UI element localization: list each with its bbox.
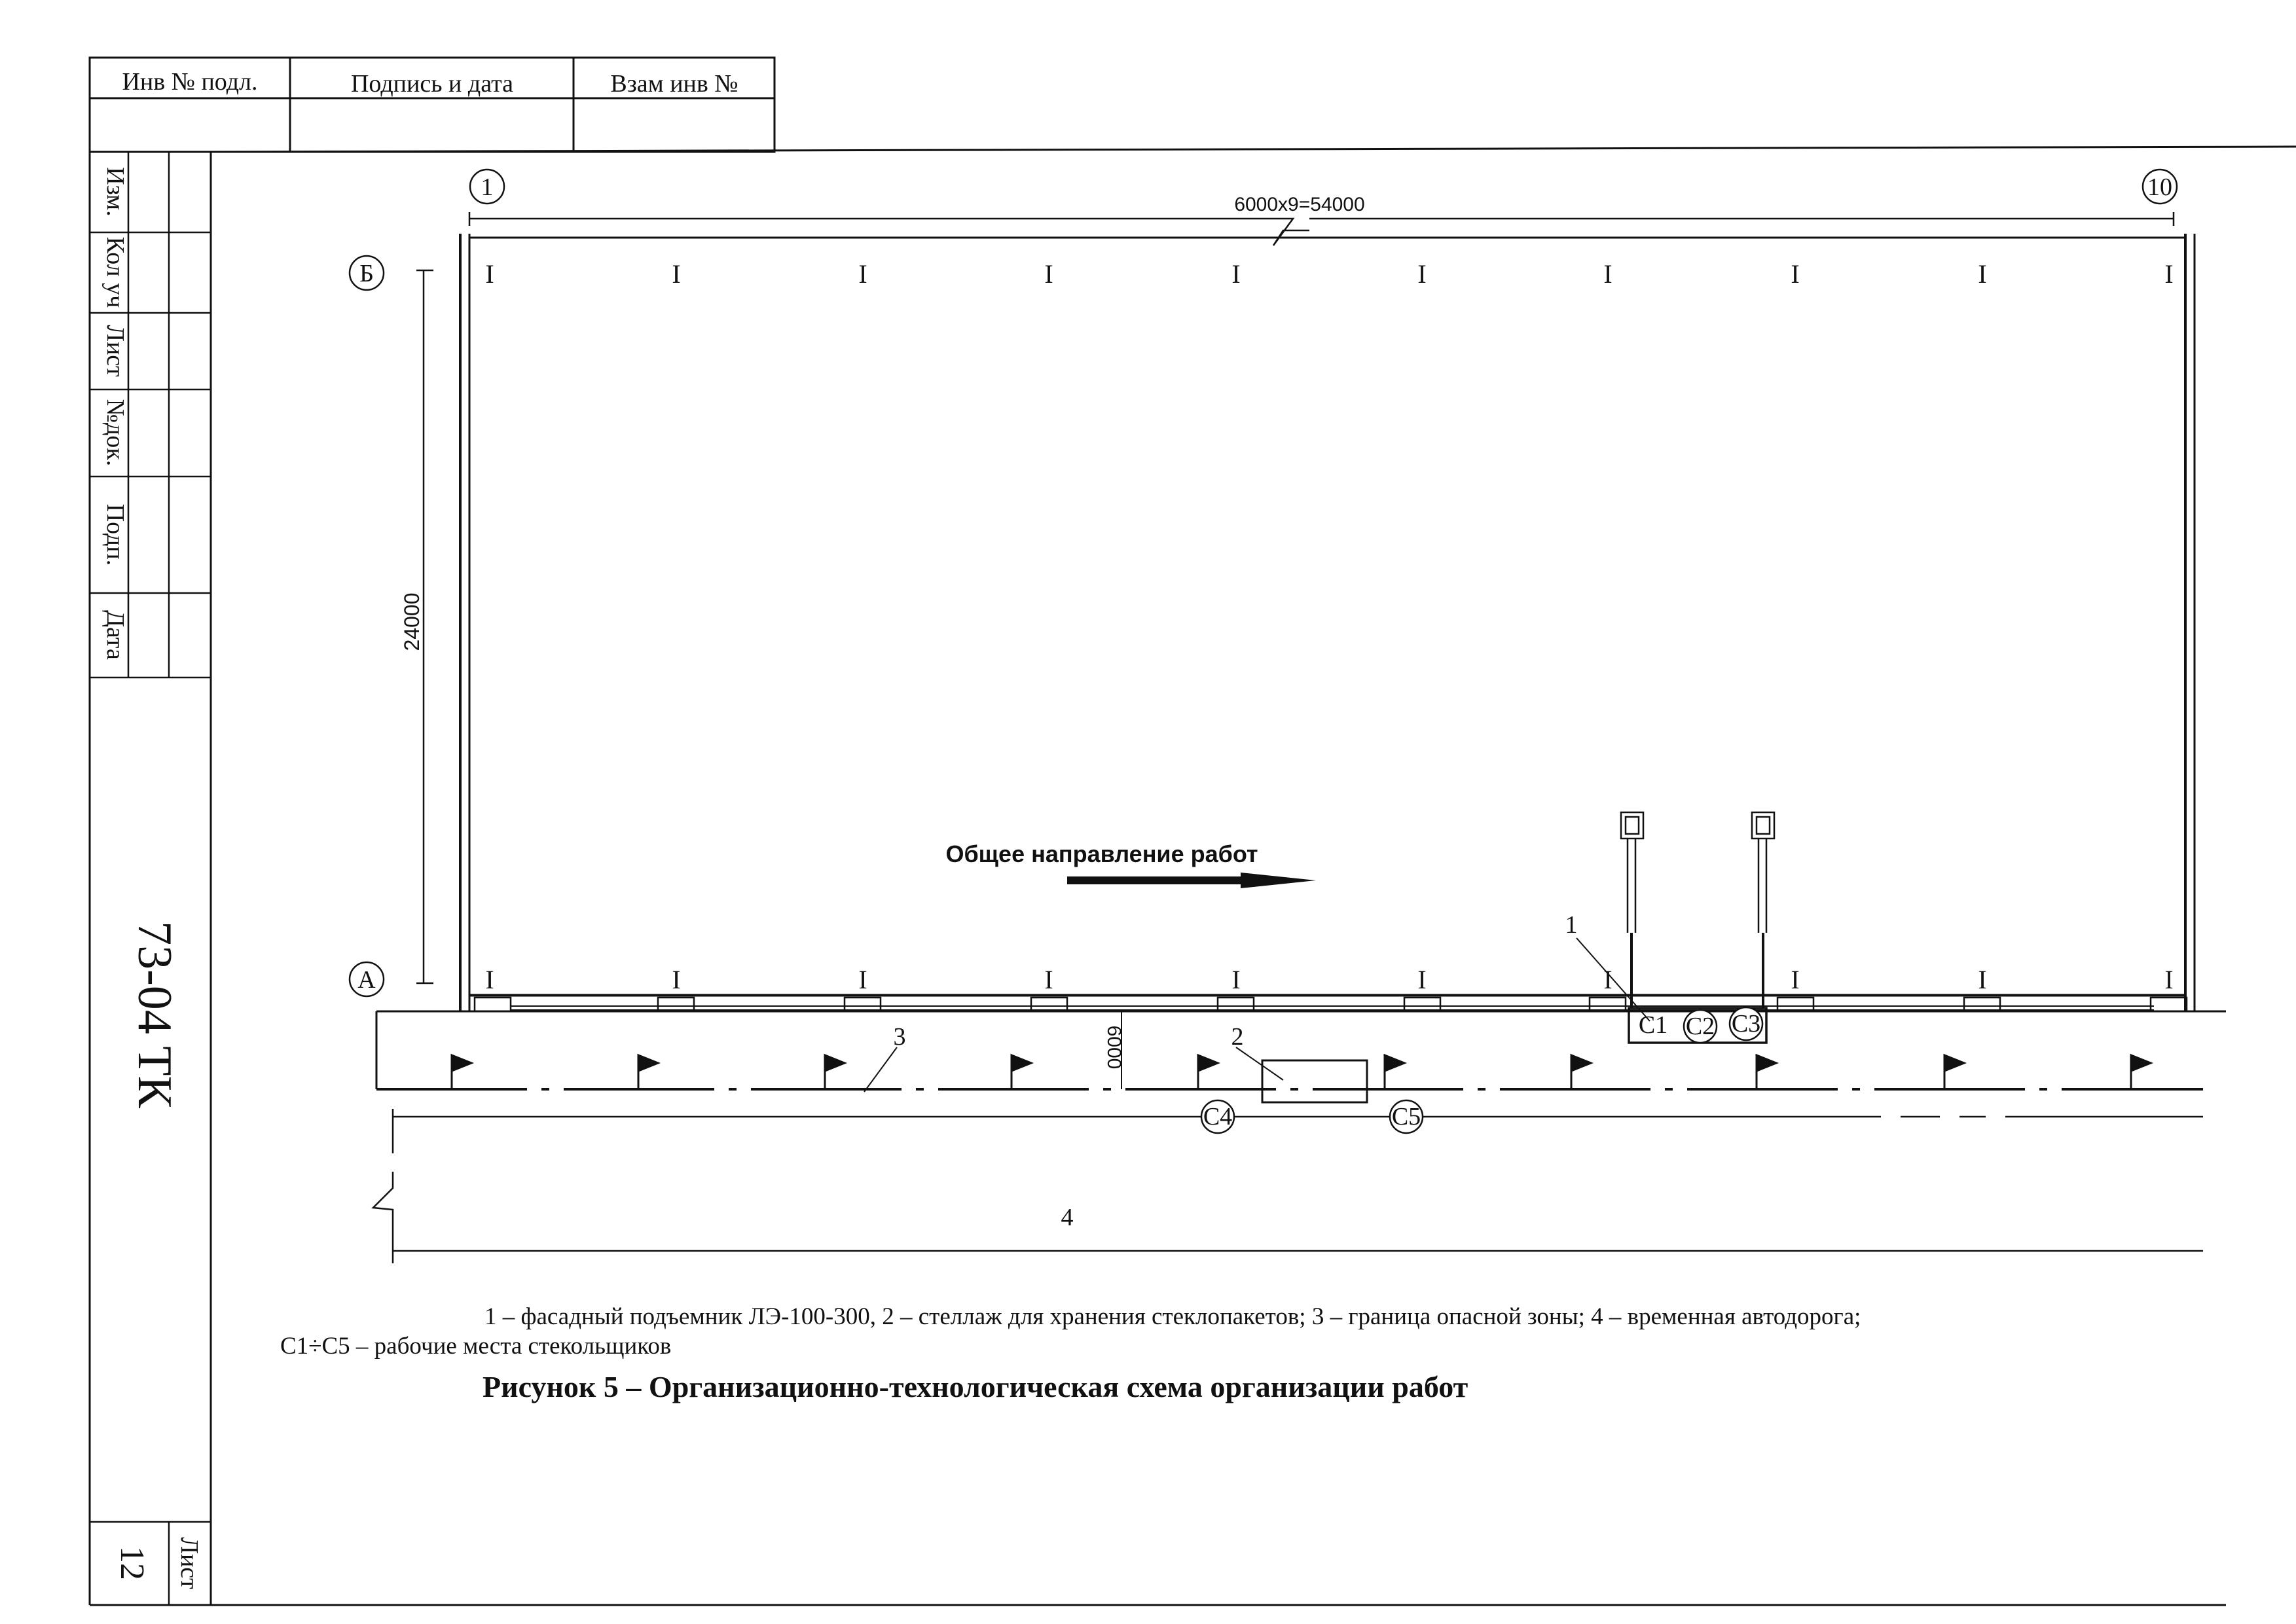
temporary-road — [373, 1109, 2203, 1263]
glazing-rack — [1236, 1047, 1367, 1102]
row-a-bubble — [350, 962, 384, 996]
workplace-c1-label: С1 — [1638, 1011, 1668, 1039]
rev-data-label: Дата — [101, 610, 129, 660]
column-marker: I — [672, 259, 681, 289]
column-marker: I — [1603, 259, 1613, 289]
column-marker: I — [1603, 965, 1613, 994]
inv-number-label: Инв № подл. — [122, 68, 258, 96]
column-markers-row-b — [485, 259, 2173, 289]
figure-caption: Рисунок 5 – Организационно-технологическая схема организации работ — [483, 1370, 1468, 1403]
flag-icon — [638, 1055, 658, 1089]
column-marker: I — [1417, 965, 1427, 994]
work-zone — [376, 1011, 1121, 1089]
column-marker: I — [1231, 259, 1241, 289]
flag-icon — [1011, 1055, 1031, 1089]
column-marker: I — [1044, 259, 1053, 289]
column-marker: I — [1417, 259, 1427, 289]
building-outline — [460, 234, 2195, 1011]
flag-icon — [452, 1055, 471, 1089]
flag-icon — [1757, 1055, 1776, 1089]
workplace-c1 — [1639, 1011, 1667, 1039]
workplace-c2-label: С2 — [1685, 1013, 1715, 1040]
sheet-label: Лист — [175, 1537, 203, 1589]
column-marker: I — [1231, 965, 1241, 994]
row-a-label: А — [357, 966, 376, 994]
row-b-label: Б — [359, 260, 374, 287]
column-marker: I — [1791, 259, 1800, 289]
workplace-c2 — [1684, 1010, 1717, 1043]
signature-date-label: Подпись и дата — [350, 70, 514, 98]
flag-icon — [1385, 1055, 1404, 1089]
workplace-c5 — [1390, 1100, 1423, 1133]
overall-dimension-label: 6000х9=54000 — [1234, 194, 1365, 215]
legend-line-2: С1÷С5 – рабочие места стекольщиков — [280, 1333, 672, 1360]
column-marker: I — [1044, 965, 1053, 994]
column-marker: I — [1978, 259, 1987, 289]
rev-kol-label: Кол уч — [101, 236, 129, 308]
column-marker: I — [672, 965, 681, 994]
row-b-bubble — [350, 256, 384, 290]
flag-icon — [825, 1055, 845, 1089]
zone-dimension-label: 6000 — [1103, 1025, 1125, 1070]
axis-10-bubble — [2143, 170, 2177, 204]
column-markers-row-a — [485, 965, 2173, 994]
direction-label: Общее направление работ — [945, 840, 1258, 867]
workplace-c3-label: С3 — [1731, 1010, 1761, 1038]
rev-list-label: Лист — [101, 325, 129, 377]
workplace-c4-label: С4 — [1203, 1103, 1233, 1130]
column-marker: I — [2164, 965, 2174, 994]
flag-icon — [1198, 1055, 1218, 1089]
height-dimension-label: 24000 — [400, 592, 424, 651]
rev-ndok-label: №док. — [101, 399, 129, 467]
callout-3-leader — [864, 1047, 897, 1092]
rev-izm-label: Изм. — [101, 167, 129, 217]
workplace-c4 — [1201, 1100, 1234, 1133]
column-marker: I — [485, 965, 494, 994]
callout-4: 4 — [1061, 1204, 1074, 1231]
column-marker: I — [1978, 965, 1987, 994]
column-marker: I — [485, 259, 494, 289]
callout-3: 3 — [893, 1023, 906, 1051]
workplace-c3 — [1730, 1007, 1762, 1040]
sheet-number: 12 — [113, 1546, 151, 1580]
callout-1: 1 — [1565, 911, 1578, 939]
flag-icon — [1571, 1055, 1591, 1089]
column-marker: I — [2164, 259, 2174, 289]
column-marker: I — [858, 259, 867, 289]
workplace-c5-label: С5 — [1391, 1103, 1421, 1130]
column-marker: I — [858, 965, 867, 994]
vzam-inv-label: Взам инв № — [610, 70, 738, 98]
callout-2: 2 — [1231, 1023, 1244, 1051]
axis-1-bubble — [470, 170, 504, 204]
axis-1-label: 1 — [481, 173, 494, 201]
axis-10-label: 10 — [2147, 173, 2172, 201]
document-code: 73-04 ТК — [128, 921, 181, 1108]
legend-line-1: 1 – фасадный подъемник ЛЭ-100-300, 2 – стеллаж для хранения стеклопакетов; 3 – граница опасной зоны; 4 – временная автодорога; — [484, 1303, 1861, 1330]
flag-icon — [2131, 1055, 2151, 1089]
overall-dimension-line — [469, 212, 2174, 245]
flag-icon — [1944, 1055, 1964, 1089]
direction-arrow — [1067, 873, 1316, 888]
rev-podp-label: Подп. — [101, 503, 129, 566]
column-marker: I — [1791, 965, 1800, 994]
facade-wall — [460, 996, 2226, 1011]
